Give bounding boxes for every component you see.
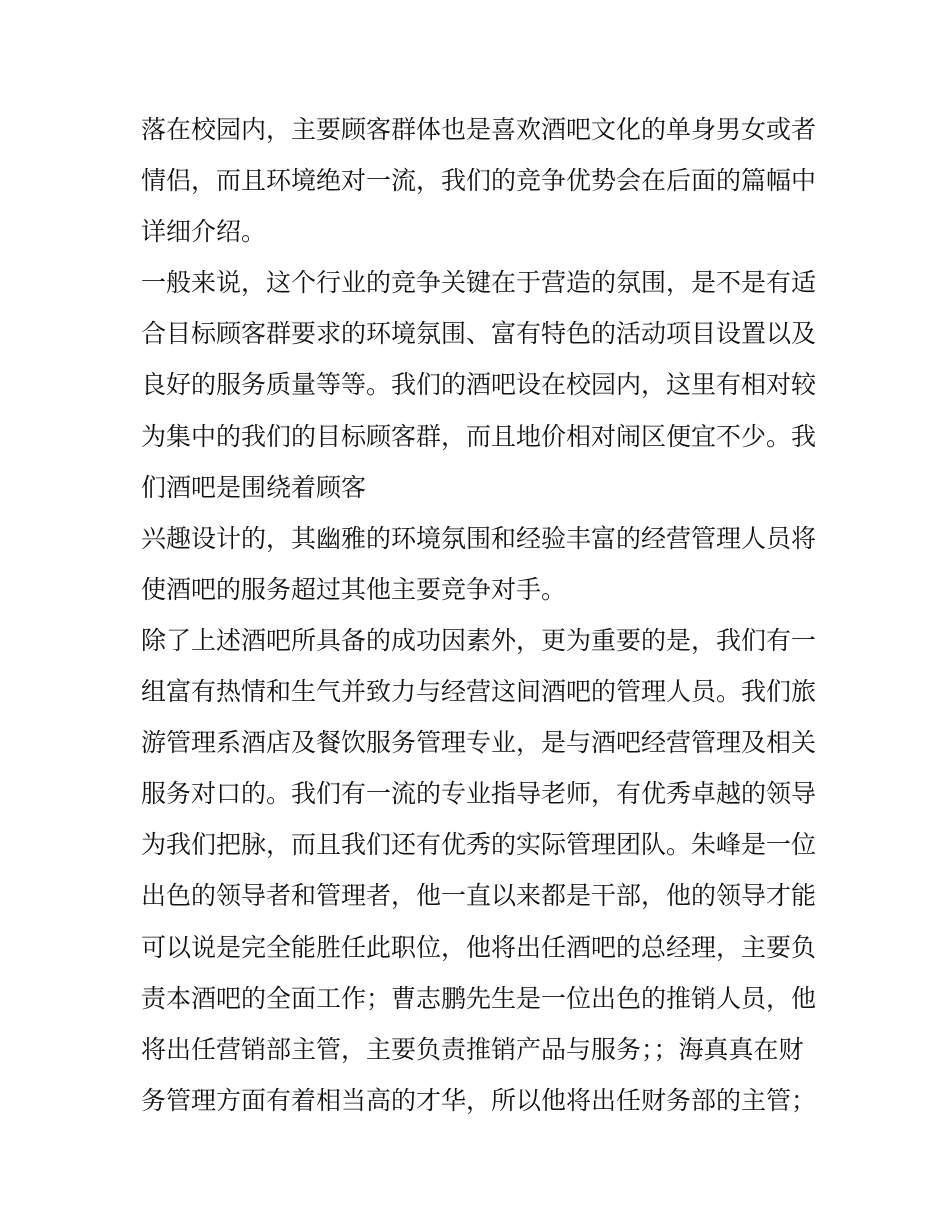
text-line: 情侣，而且环境绝对一流，我们的竞争优势会在后面的篇幅中 [141,166,817,196]
text-line: 为我们把脉，而且我们还有优秀的实际管理团队。朱峰是一位 [141,830,817,860]
text-line: 可以说是完全能胜任此职位，他将出任酒吧的总经理，主要负 [141,932,817,962]
text-line: 责本酒吧的全面工作；曹志鹏先生是一位出色的推销人员，他 [141,983,817,1013]
text-line: 良好的服务质量等等。我们的酒吧设在校园内，这里有相对较 [141,370,817,400]
text-line: 为集中的我们的目标顾客群，而且地价相对闹区便宜不少。我 [141,421,817,451]
document-body [141,104,821,1126]
text-line: 将出任营销部主管，主要负责推销产品与服务；；海真真在财 [141,1034,804,1064]
text-line: 游管理系酒店及餐饮服务管理专业，是与酒吧经营管理及相关 [141,728,817,758]
text-line: 使酒吧的服务超过其他主要竞争对手。 [141,574,567,604]
text-line: 服务对口的。我们有一流的专业指导老师，有优秀卓越的领导 [141,779,817,809]
text-line: 出色的领导者和管理者，他一直以来都是干部，他的领导才能 [141,881,817,911]
text-line: 落在校园内，主要顾客群体也是喜欢酒吧文化的单身男女或者 [141,115,817,144]
text-line: 除了上述酒吧所具备的成功因素外，更为重要的是，我们有一 [141,625,817,655]
text-line: 务管理方面有着相当高的才华，所以他将出任财务部的主管； [141,1085,817,1115]
text-line: 一般来说，这个行业的竞争关键在于营造的氛围，是不是有适 [141,268,817,298]
text-line: 合目标顾客群要求的环境氛围、富有特色的活动项目设置以及 [141,319,817,349]
text-line: 组富有热情和生气并致力与经营这间酒吧的管理人员。我们旅 [141,677,817,707]
text-line: 兴趣设计的，其幽雅的环境氛围和经验丰富的经营管理人员将 [141,523,817,553]
text-line: 详细介绍。 [141,217,267,247]
text-line: 们酒吧是围绕着顾客 [141,472,367,502]
